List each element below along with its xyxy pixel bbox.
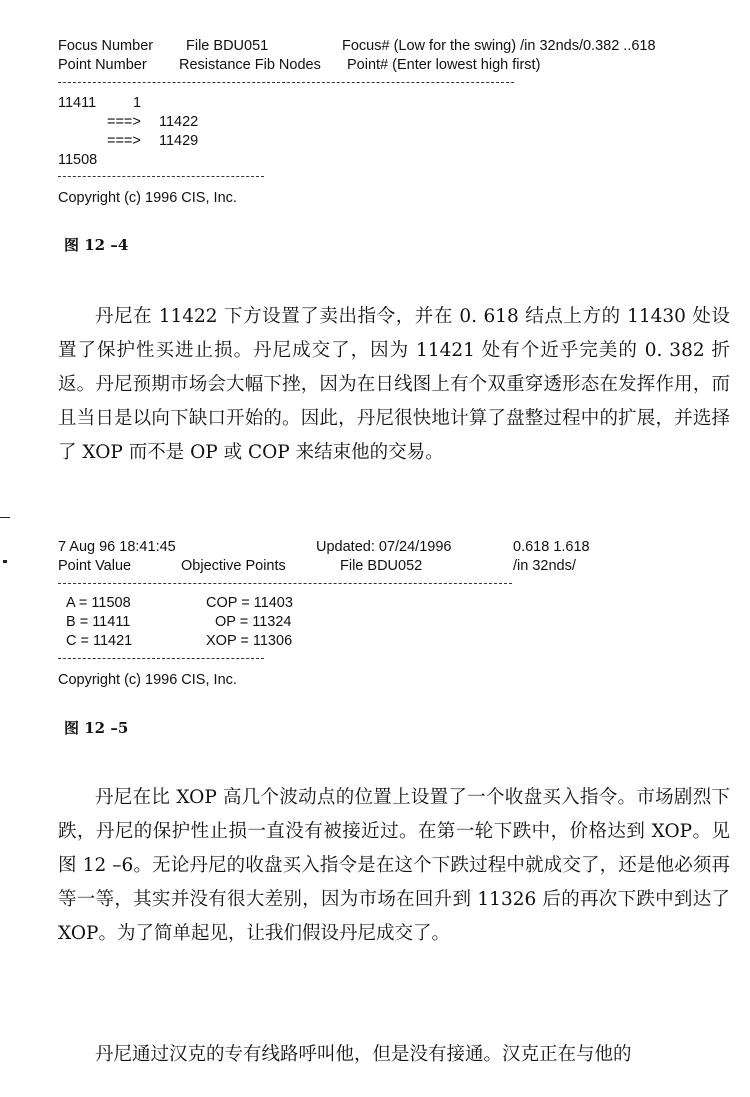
fig4-resistance-header: Resistance Fib Nodes — [179, 57, 321, 73]
fig5-file-header: File BDU052 — [340, 558, 423, 574]
fig4-point-number-header: Point Number — [58, 57, 147, 73]
fig4-node-value-1: 11422 — [159, 114, 199, 130]
fig4-copyright: Copyright (c) 1996 CIS, Inc. — [58, 190, 237, 206]
fig4-caption: 图 12 –4 — [64, 236, 129, 254]
fig5-caption: 图 12 –5 — [64, 719, 129, 737]
fig4-arrow-1: ===> — [107, 114, 141, 130]
margin-mark — [0, 517, 10, 518]
fig4-focus-desc-header: Focus# (Low for the swing) /in 32nds/0.382 ..618 — [342, 38, 656, 54]
fig4-divider — [58, 82, 514, 83]
fig5-ratios: 0.618 1.618 — [513, 539, 590, 555]
fig4-file-header: File BDU051 — [186, 38, 269, 54]
paragraph-3 — [58, 1038, 730, 1072]
fig5-point-c: C = 11421 — [66, 633, 133, 649]
fig5-op: OP = 11324 — [215, 614, 292, 630]
paragraph-2 — [58, 781, 730, 951]
fig5-divider-short — [58, 658, 264, 659]
fig4-arrow-2: ===> — [107, 133, 141, 149]
fig5-point-value-header: Point Value — [58, 558, 132, 574]
fig4-row-focus-value: 11411 — [58, 95, 97, 111]
fig4-node-value-2: 11429 — [159, 133, 199, 149]
paragraph-1 — [58, 300, 730, 470]
fig5-divider — [58, 583, 512, 584]
fig5-xop: XOP = 11306 — [206, 633, 293, 649]
paragraph-2-text: 丹尼在比 XOP 高几个波动点的位置上设置了一个收盘买入指令。市场剧烈下跌，丹尼的保护性止损一直没有被接近过。在第一轮下跌中，价格达到 XOP。见图 12 –6。无论丹尼的收盘买入指令是在这个下跌过程中就成交了，还是他必须再等一等，其实并没有很大差别，因为市场在回升到 11326 后的再次下跌中到达了 XOP。为了简单起见，让我们假设丹尼成交了。 — [58, 787, 730, 944]
fig5-point-b: B = 11411 — [66, 614, 131, 630]
fig4-focus-number-header: Focus Number — [58, 38, 154, 54]
fig5-units-header: /in 32nds/ — [513, 558, 576, 574]
fig5-updated: Updated: 07/24/1996 — [316, 539, 452, 555]
fig5-copyright: Copyright (c) 1996 CIS, Inc. — [58, 672, 237, 688]
fig5-objective-points-header: Objective Points — [181, 558, 286, 574]
margin-mark-small — [3, 560, 7, 563]
paragraph-1-text: 丹尼在 11422 下方设置了卖出指令，并在 0. 618 结点上方的 11430 处设置了保护性买进止损。丹尼成交了，因为 11421 处有个近乎完美的 0. 382 折返。丹尼预期市场会大幅下挫，因为在日线图上有个双重穿透形态在发挥作用，而且当日是以向下缺口开始的。因此，丹尼很快地计算了盘整过程中的扩展，并选择了 XOP 而不是 OP 或 COP 来结束他的交易。 — [58, 306, 730, 463]
fig4-divider-short — [58, 176, 264, 177]
fig5-point-a: A = 11508 — [66, 595, 131, 611]
fig4-row-high-value: 11508 — [58, 152, 98, 168]
paragraph-3-text: 丹尼通过汉克的专有线路呼叫他，但是没有接通。汉克正在与他的 — [95, 1044, 632, 1065]
fig5-cop: COP = 11403 — [206, 595, 293, 611]
fig5-date-time: 7 Aug 96 18:41:45 — [58, 539, 176, 555]
fig4-row-point-number: 1 — [133, 95, 142, 111]
fig4-point-desc-header: Point# (Enter lowest high first) — [347, 57, 541, 73]
